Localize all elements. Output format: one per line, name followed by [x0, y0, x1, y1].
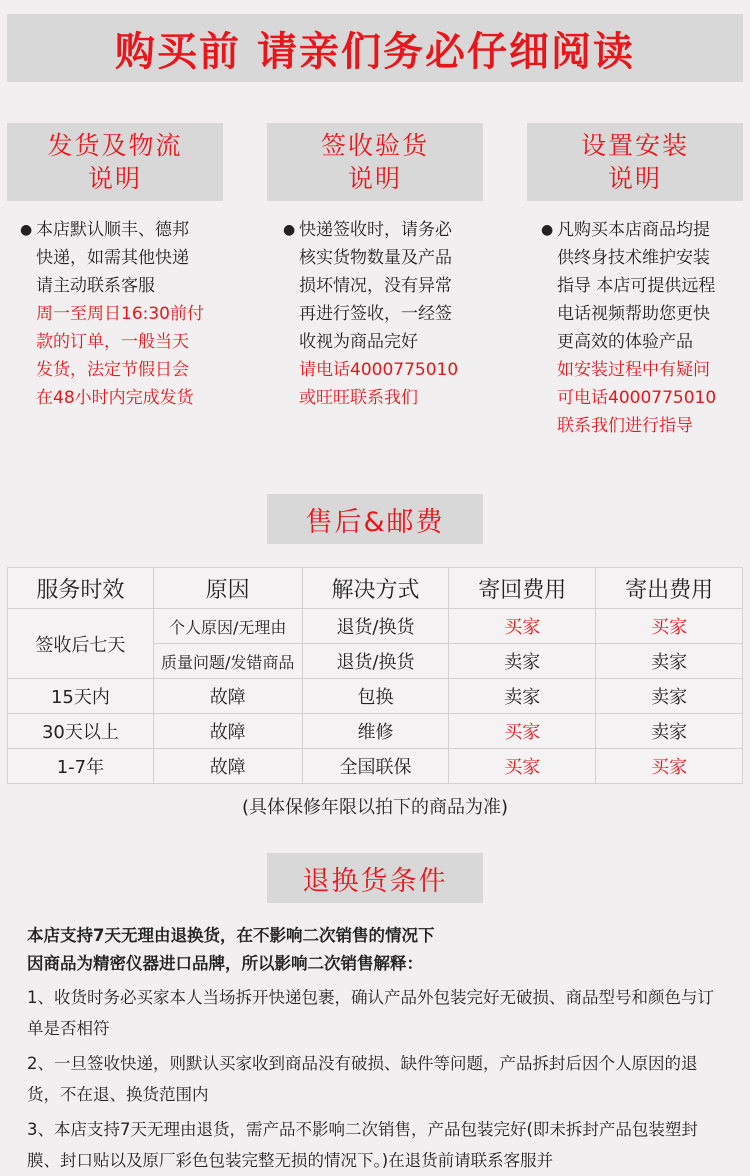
terms-item: 2、一旦签收快递，则默认买家收到商品没有破损、缺件等问题，产品拆封后因个人原因的退货，不在退、换货范围内 — [27, 1054, 698, 1104]
cell-solution: 退货/换货 — [302, 609, 449, 644]
bullet-icon: ● — [283, 222, 296, 238]
install-text — [541, 216, 750, 440]
table-row — [8, 679, 743, 714]
bullet-icon: ● — [541, 222, 554, 238]
terms-item: 3、本店支持7天无理由退货，需产品不影响二次销售，产品包装完好(即未拆封产品包装塑封膜、封口贴以及原厂彩色包装完整无损的情况下。)在退货前请联系客服并 — [27, 1120, 698, 1170]
text-line: 损坏情况，没有异常 — [299, 276, 452, 296]
highlight-line: 可电话4000775010 — [557, 388, 717, 408]
highlight-line: 在48小时内完成发货 — [36, 388, 194, 408]
header-period: 服务时效 — [8, 568, 154, 609]
page-banner — [7, 14, 743, 82]
bullet-icon: ● — [20, 222, 33, 238]
highlight-line: 或旺旺联系我们 — [299, 388, 418, 408]
cell-period: 30天以上 — [8, 714, 154, 749]
terms-title: 退换货条件 — [302, 865, 448, 897]
highlight-line: 发货，法定节假日会 — [36, 360, 189, 380]
cell-ship-fee: 买家 — [596, 749, 743, 784]
receipt-text — [283, 216, 493, 412]
text-line: 核实货物数量及产品 — [299, 248, 452, 268]
cell-return-fee: 买家 — [449, 749, 596, 784]
highlight-line: 款的订单，一般当天 — [36, 332, 189, 352]
cell-period: 签收后七天 — [8, 609, 154, 679]
cell-ship-fee: 买家 — [596, 609, 743, 644]
terms-bold-line: 本店支持7天无理由退换货，在不影响二次销售的情况下 — [27, 926, 435, 945]
text-line: 再进行签收，一经签 — [299, 304, 452, 324]
cell-ship-fee: 卖家 — [596, 714, 743, 749]
cell-reason: 个人原因/无理由 — [153, 609, 302, 644]
cell-solution: 包换 — [302, 679, 449, 714]
terms-body — [27, 922, 727, 1176]
receipt-header-line2: 说明 — [347, 164, 402, 193]
cell-reason: 故障 — [153, 749, 302, 784]
text-line: 指导 本店可提供远程 — [557, 276, 716, 296]
cell-return-fee: 卖家 — [449, 679, 596, 714]
terms-bold-line: 因商品为精密仪器进口品牌，所以影响二次销售解释： — [27, 954, 423, 973]
cell-return-fee: 买家 — [449, 714, 596, 749]
cell-ship-fee: 卖家 — [596, 644, 743, 679]
text-line: 更高效的体验产品 — [557, 332, 693, 352]
banner-title: 购买前 请亲们务必仔细阅读 — [115, 28, 635, 75]
shipping-header-line2: 说明 — [87, 164, 142, 193]
warranty-note: (具体保修年限以拍下的商品为准) — [241, 797, 509, 818]
text-line: 本店默认顺丰、德邦 — [36, 220, 189, 240]
cell-reason: 质量问题/发错商品 — [153, 644, 302, 679]
text-line: 供终身技术维护安装 — [557, 248, 710, 268]
text-line: 请主动联系客服 — [36, 276, 155, 296]
cell-period: 15天内 — [8, 679, 154, 714]
header-return-fee: 寄回费用 — [449, 568, 596, 609]
cell-period: 1-7年 — [8, 749, 154, 784]
highlight-line: 如安装过程中有疑问 — [557, 360, 710, 380]
cell-solution: 退货/换货 — [302, 644, 449, 679]
text-line: 电话视频帮助您更快 — [557, 304, 710, 324]
after-sales-table — [7, 567, 743, 784]
table-row — [8, 609, 743, 644]
after-sales-title: 售后&邮费 — [305, 506, 445, 538]
receipt-header-line1: 签收验货 — [320, 131, 429, 160]
cell-solution: 全国联保 — [302, 749, 449, 784]
terms-item: 1、收货时务必买家本人当场拆开快递包裹，确认产品外包装完好无破损、商品型号和颜色与订单是否相符 — [27, 988, 714, 1038]
shipping-header-line1: 发货及物流 — [47, 131, 183, 160]
table-header-row — [8, 568, 743, 609]
cell-reason: 故障 — [153, 714, 302, 749]
shipping-text — [20, 216, 230, 412]
table-row — [8, 714, 743, 749]
text-line: 快递签收时，请务必 — [299, 220, 452, 240]
header-reason: 原因 — [153, 568, 302, 609]
terms-header — [267, 853, 483, 903]
text-line: 收视为商品完好 — [299, 332, 418, 352]
text-line: 快递，如需其他快递 — [36, 248, 189, 268]
install-header-line1: 设置安装 — [580, 131, 689, 160]
cell-return-fee: 卖家 — [449, 644, 596, 679]
install-header-line2: 说明 — [607, 164, 662, 193]
shipping-header — [7, 123, 223, 201]
highlight-line: 联系我们进行指导 — [557, 416, 693, 436]
cell-reason: 故障 — [153, 679, 302, 714]
header-ship-fee: 寄出费用 — [596, 568, 743, 609]
cell-return-fee: 买家 — [449, 609, 596, 644]
header-solution: 解决方式 — [302, 568, 449, 609]
text-line: 凡购买本店商品均提 — [557, 220, 710, 240]
cell-ship-fee: 卖家 — [596, 679, 743, 714]
receipt-header — [267, 123, 483, 201]
highlight-line: 请电话4000775010 — [299, 360, 459, 380]
cell-solution: 维修 — [302, 714, 449, 749]
install-header — [527, 123, 743, 201]
table-row — [8, 749, 743, 784]
after-sales-header — [267, 494, 483, 544]
highlight-line: 周一至周日16:30前付 — [36, 304, 204, 324]
